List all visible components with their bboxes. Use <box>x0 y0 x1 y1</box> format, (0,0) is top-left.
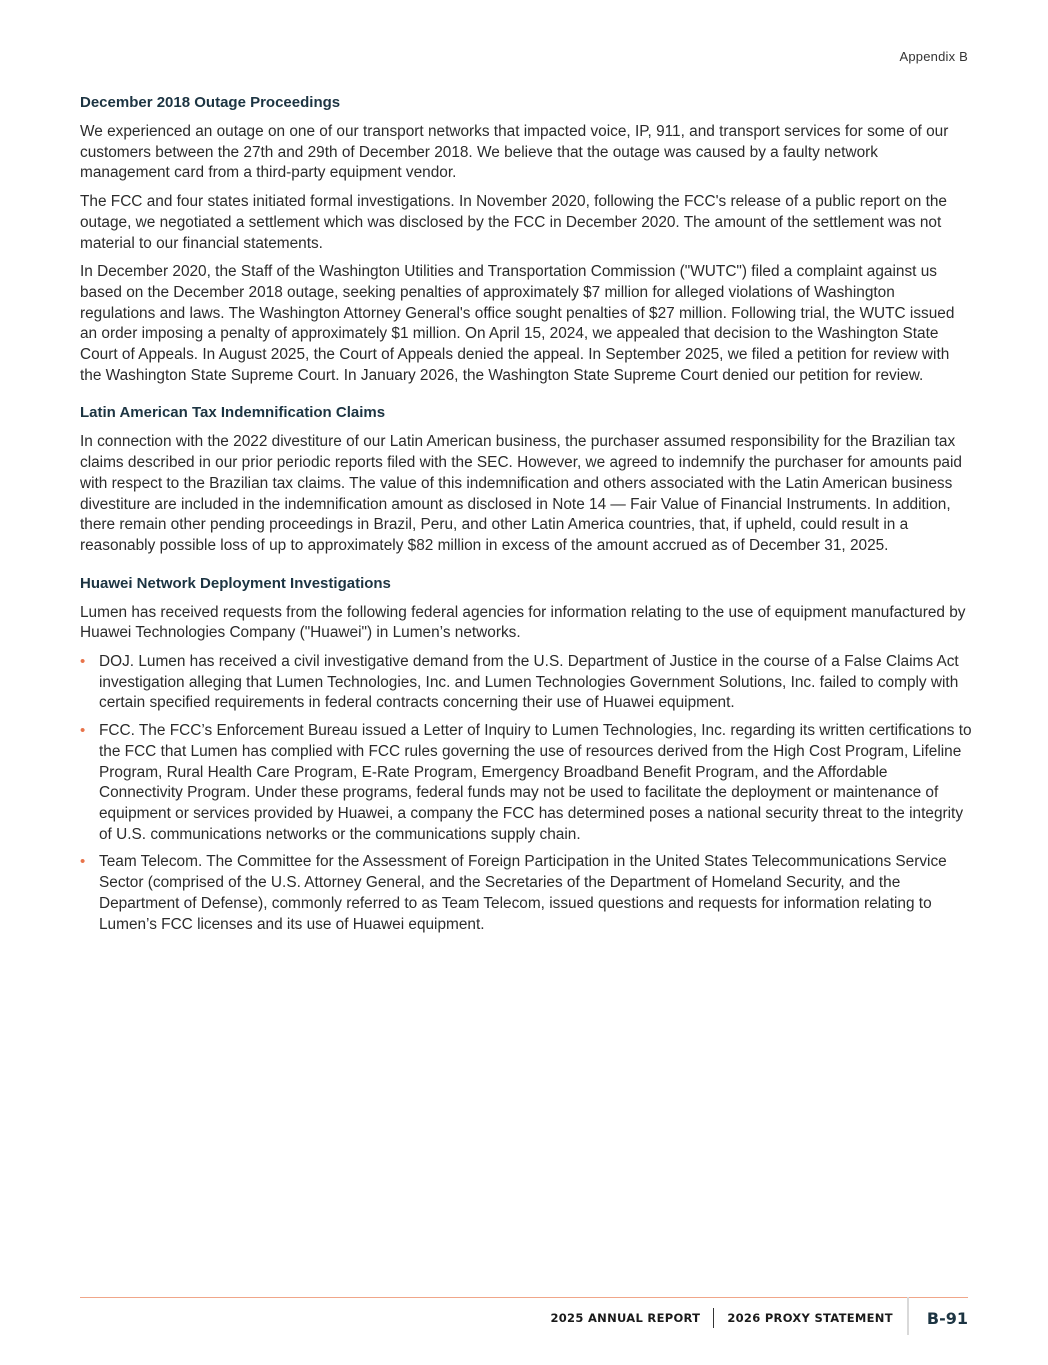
paragraph: The FCC and four states initiated formal investigations. In November 2020, following the FCC's release of a public report on the outage, we negotiated a settlement which was disclosed by the FCC in December 2020. The amount of the settlement was not material to our financial statements. <box>80 193 947 252</box>
section-outage <box>80 93 972 386</box>
document-body <box>80 93 972 952</box>
footer-divider <box>713 1308 714 1328</box>
list-item-text: DOJ. Lumen has received a civil investigative demand from the U.S. Department of Justice in the course of a False Claims Act investigation alleging that Lumen Technologies, Inc. and Lumen Technologies Government Solutions, Inc. failed to comply with certain specified requirements in federal contracts concerning their use of Huawei equipment. <box>99 653 959 712</box>
bullet-icon: • <box>80 722 86 740</box>
footer-rule <box>80 1297 968 1298</box>
section-heading: Latin American Tax Indemnification Claims <box>80 404 386 422</box>
list-item <box>80 652 972 714</box>
paragraph: In December 2020, the Staff of the Washington Utilities and Transportation Commission ("WUTC") filed a complaint against us based on the December 2018 outage, seeking penalties of approximately $7 million for alleged violations of Washington regulations and laws. The Washington Attorney General's office sought penalties of $27 million. Following trial, the WUTC issued an order imposing a penalty of approximately $1 million. On April 15, 2024, we appealed that decision to the Washington State Court of Appeals. In August 2025, the Court of Appeals denied the appeal. In September 2025, we filed a petition for review with the Washington State Supreme Court. In January 2026, the Washington State Supreme Court denied our petition for review. <box>80 263 955 384</box>
section-heading: Huawei Network Deployment Investigations <box>80 574 391 592</box>
appendix-label: Appendix B <box>899 49 968 64</box>
footer-proxy-statement: 2026 PROXY STATEMENT <box>727 1311 893 1325</box>
list-item <box>80 852 972 935</box>
section-huawei <box>80 574 972 936</box>
list-item-text: Team Telecom. The Committee for the Assessment of Foreign Participation in the United States Telecommunications Service Sector (comprised of the U.S. Attorney General, and the Secretaries of the Department of Homeland Security, and the Department of Defense), commonly referred to as Team Telecom, issued questions and requests for information relating to Lumen’s FCC licenses and its use of Huawei equipment. <box>99 853 947 933</box>
bullet-list <box>80 652 972 935</box>
list-item-text: FCC. The FCC’s Enforcement Bureau issued a Letter of Inquiry to Lumen Technologies, Inc. regarding its written certifications to the FCC that Lumen has complied with FCC rules governing the use of resources derived from the High Cost Program, Lifeline Program, Rural Health Care Program, E-Rate Program, Emergency Broadband Benefit Program, and the Affordable Connectivity Program. Under these programs, federal funds may not be used to facilitate the deployment or maintenance of equipment or services provided by Huawei, a company the FCC has determined poses a national security threat to the integrity of U.S. communications networks or the communications supply chain. <box>99 722 972 843</box>
list-item <box>80 721 972 845</box>
paragraph: In connection with the 2022 divestiture of our Latin American business, the purchaser assumed responsibility for the Brazilian tax claims described in our prior periodic reports filed with the SEC. However, we agreed to indemnify the purchaser for amounts paid with respect to the Brazilian tax claims. The value of this indemnification and others associated with the Latin American business divestiture are included in the indemnification amount as disclosed in Note 14 — Fair Value of Financial Instruments. In addition, there remain other pending proceedings in Brazil, Peru, and other Latin America countries, that, if upheld, could result in a reasonably possible loss of up to approximately $82 million in excess of the amount accrued as of December 31, 2025. <box>80 433 962 554</box>
footer-page-divider <box>907 1297 909 1335</box>
paragraph: Lumen has received requests from the following federal agencies for information relating to the use of equipment manufactured by Huawei Technologies Company ("Huawei") in Lumen’s networks. <box>80 603 966 642</box>
footer-annual-report: 2025 ANNUAL REPORT <box>550 1311 701 1325</box>
section-latam-tax <box>80 403 972 556</box>
paragraph: We experienced an outage on one of our transport networks that impacted voice, IP, 911, and transport services for some of our customers between the 27th and 29th of December 2018. We believe that the outage was caused by a faulty network management card from a third-party equipment vendor. <box>80 123 949 182</box>
section-heading: December 2018 Outage Proceedings <box>80 94 341 111</box>
bullet-icon: • <box>80 853 86 871</box>
page-footer <box>550 1299 968 1337</box>
bullet-icon: • <box>80 653 86 671</box>
page-number: B-91 <box>926 1308 968 1328</box>
